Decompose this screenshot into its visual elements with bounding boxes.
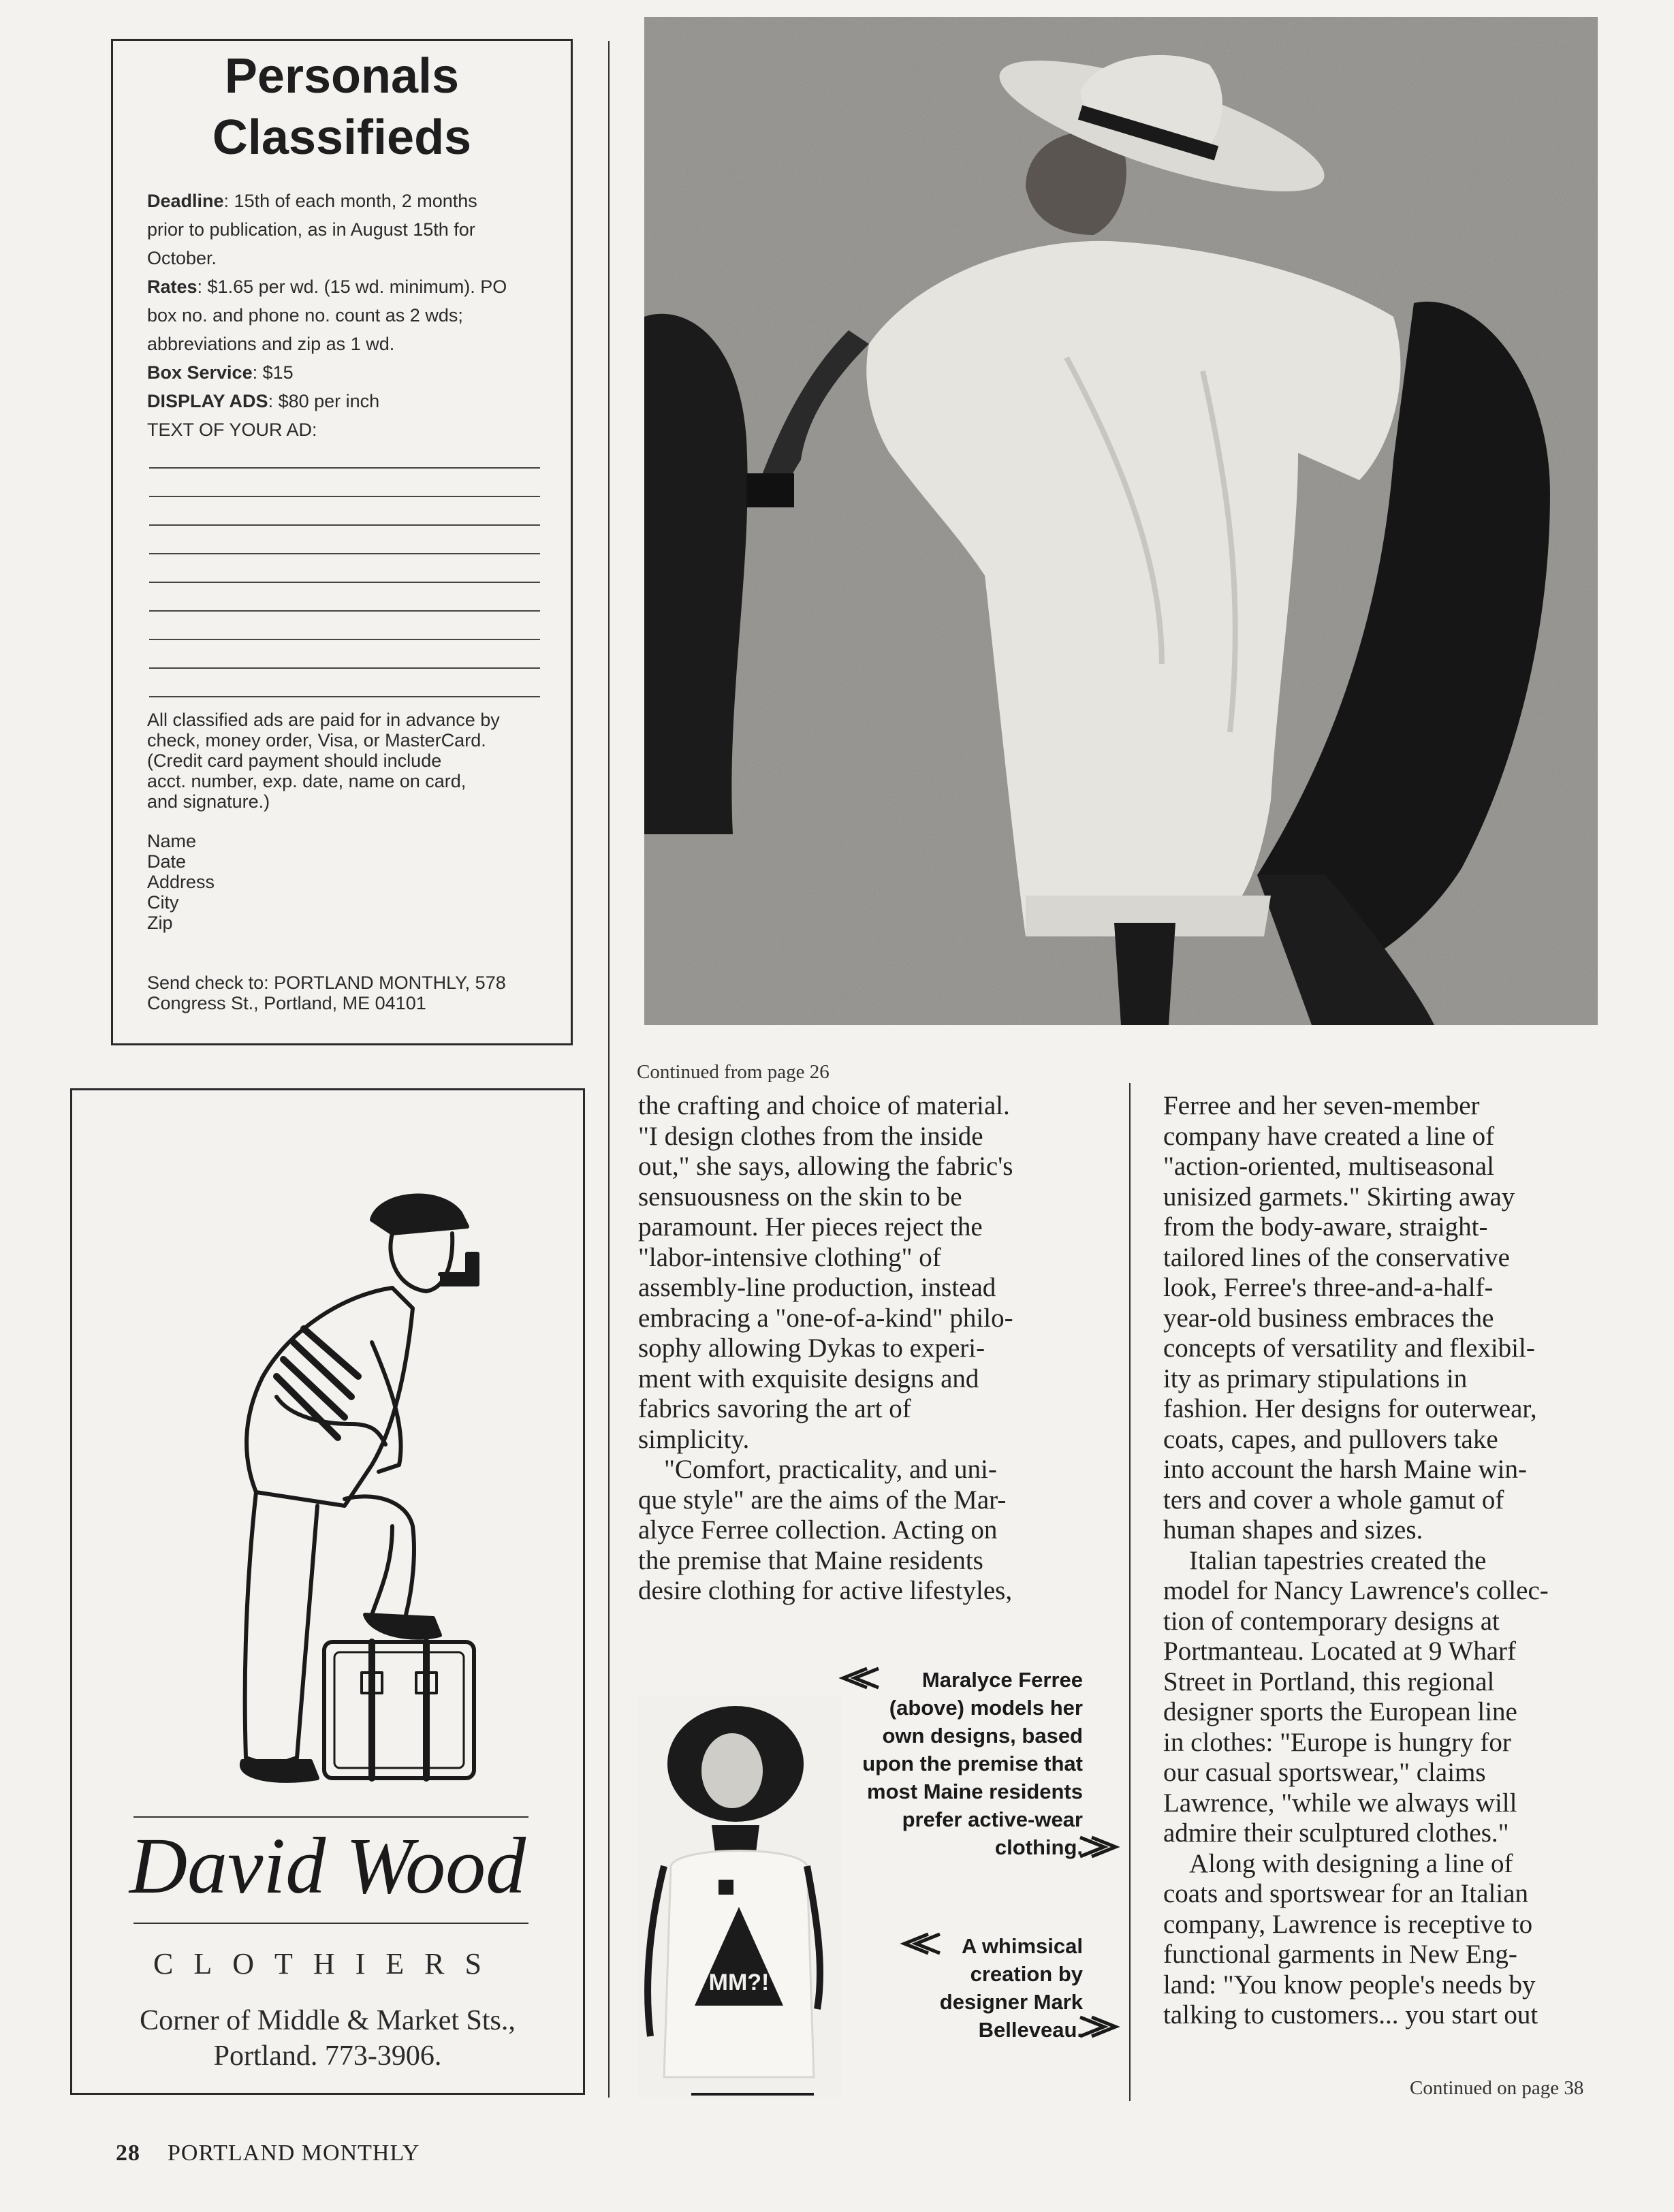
article-line: into account the harsh Maine win- <box>1163 1455 1527 1484</box>
ferree-photo <box>644 17 1598 1025</box>
column-rule-left <box>608 41 610 2098</box>
article-line: company have created a line of <box>1163 1121 1495 1151</box>
text-of-ad-label: TEXT OF YOUR AD: <box>147 420 317 440</box>
article-line: ity as primary stipulations in <box>1163 1363 1468 1393</box>
field-city-label: City <box>147 892 179 913</box>
rates-line-3: abbreviations and zip as 1 wd. <box>147 334 395 354</box>
article-line: coats and sportswear for an Italian <box>1163 1879 1529 1908</box>
article-line: "Comfort, practicality, and uni- <box>664 1455 997 1484</box>
article-line: year-old business embraces the <box>1163 1303 1494 1333</box>
ad-text-line[interactable] <box>149 553 540 554</box>
classifieds-box <box>111 39 573 1045</box>
article-line: desire clothing for active lifestyles, <box>638 1576 1013 1605</box>
article-line: que style" are the aims of the Mar- <box>638 1485 1007 1515</box>
display-ads-label: DISPLAY ADS <box>147 391 268 411</box>
article-line: admire their sculptured clothes." <box>1163 1818 1509 1848</box>
field-zip-label: Zip <box>147 913 173 933</box>
article-line: simplicity. <box>638 1424 750 1454</box>
send-line: Send check to: PORTLAND MONTHLY, 578 <box>147 973 506 993</box>
deadline-line-2: prior to publication, as in August 15th for <box>147 219 475 240</box>
box-service-label: Box Service <box>147 362 253 383</box>
payment-line: All classified ads are paid for in advance by <box>147 710 500 730</box>
ad-text-line[interactable] <box>149 496 540 497</box>
article-line: in clothes: "Europe is hungry for <box>1163 1727 1511 1757</box>
article-line: unisized garmets." Skirting away <box>1163 1182 1515 1212</box>
article-line: "I design clothes from the inside <box>638 1121 983 1151</box>
ad-bottom-rule <box>133 1923 528 1924</box>
ad-clothiers: CLOTHIERS <box>153 1947 502 1980</box>
deadline-label: Deadline <box>147 191 224 211</box>
gentleman-illustration <box>168 1172 481 1853</box>
caption-right-arrow-icon <box>1075 2014 1122 2039</box>
shirt-graphic-text: MM?! <box>708 1970 770 1995</box>
article-line: alyce Ferree collection. Acting on <box>638 1515 998 1545</box>
article-line: model for Nancy Lawrence's collec- <box>1163 1576 1549 1605</box>
article-line: fabrics savoring the art of <box>638 1394 911 1423</box>
article-line: fashion. Her designs for outerwear, <box>1163 1394 1537 1423</box>
ad-text-line[interactable] <box>149 582 540 583</box>
classifieds-terms <box>147 187 539 444</box>
continued-on: Continued on page 38 <box>1410 2077 1584 2099</box>
article-column-1 <box>638 1091 1013 1607</box>
article-line: paramount. Her pieces reject the <box>638 1212 983 1242</box>
page-footer <box>116 2140 420 2166</box>
article-line: Ferree and her seven-member <box>1163 1091 1480 1120</box>
article-line: land: "You know people's needs by <box>1163 1970 1536 2000</box>
ad-text-line[interactable] <box>149 639 540 640</box>
caption-line: creation by <box>970 1962 1083 1986</box>
publication-name: PORTLAND MONTHLY <box>168 2140 420 2166</box>
classifieds-title-line2: Classifieds <box>212 110 472 165</box>
order-fields <box>147 831 542 933</box>
david-wood-ad <box>70 1088 585 2095</box>
caption-line: A whimsical <box>961 1934 1083 1958</box>
article-line: tailored lines of the conservative <box>1163 1242 1510 1272</box>
box-service-line <box>147 358 539 387</box>
article-line: human shapes and sizes. <box>1163 1515 1423 1545</box>
article-line: designer sports the European line <box>1163 1697 1517 1726</box>
caption-left-arrow-icon <box>836 1666 884 1690</box>
article-line: Street in Portland, this regional <box>1163 1666 1495 1696</box>
send-check-note <box>147 973 542 1013</box>
rates-line-2: box no. and phone no. count as 2 wds; <box>147 305 463 326</box>
field-address-label: Address <box>147 872 215 892</box>
article-line: functional garments in New Eng- <box>1163 1940 1517 1969</box>
article-line: ment with exquisite designs and <box>638 1363 979 1393</box>
article-line: concepts of versatility and flexibil- <box>1163 1333 1535 1363</box>
article-line: look, Ferree's three-and-a-half- <box>1163 1273 1494 1302</box>
caption-line: most Maine residents <box>867 1780 1083 1803</box>
article-line: "labor-intensive clothing" of <box>638 1242 941 1272</box>
deadline-line <box>147 187 539 215</box>
field-date-label: Date <box>147 851 187 872</box>
caption-line: prefer active-wear <box>902 1807 1083 1831</box>
ad-address-line-1: Corner of Middle & Market Sts., <box>140 2005 516 2036</box>
rates-label: Rates <box>147 276 198 297</box>
article-line: company, Lawrence is receptive to <box>1163 1909 1533 1939</box>
payment-note <box>147 710 542 812</box>
ad-address-line-2: Portland. 773-3906. <box>213 2040 442 2072</box>
field-name-label: Name <box>147 831 197 851</box>
caption-line: upon the premise that <box>862 1752 1083 1775</box>
article-line: Portmanteau. Located at 9 Wharf <box>1163 1637 1516 1666</box>
article-line: the premise that Maine residents <box>638 1545 983 1575</box>
payment-line: acct. number, exp. date, name on card, <box>147 771 467 791</box>
article-line: our casual sportswear," claims <box>1163 1758 1486 1787</box>
article-line: "action-oriented, multiseasonal <box>1163 1152 1494 1181</box>
article-line: the crafting and choice of material. <box>638 1091 1010 1120</box>
caption-line: (above) models her <box>889 1696 1083 1720</box>
article-line: Along with designing a line of <box>1189 1848 1513 1878</box>
article-line: sophy allowing Dykas to experi- <box>638 1333 985 1363</box>
display-ads-value: : $80 per inch <box>268 391 380 411</box>
article-line: talking to customers... you start out <box>1163 2000 1538 2029</box>
caption-line: Maralyce Ferree <box>921 1668 1083 1692</box>
page-number: 28 <box>116 2140 140 2166</box>
article-line: out," she says, allowing the fabric's <box>638 1152 1013 1181</box>
ad-text-line[interactable] <box>149 696 540 697</box>
continued-from: Continued from page 26 <box>637 1061 830 1083</box>
caption-line: clothing. <box>994 1835 1083 1859</box>
article-line: Italian tapestries created the <box>1189 1545 1487 1575</box>
box-service-value: : $15 <box>252 362 294 383</box>
article-line: coats, capes, and pullovers take <box>1163 1424 1498 1454</box>
payment-line: check, money order, Visa, or MasterCard. <box>147 730 486 750</box>
deadline-text: : 15th of each month, 2 months <box>223 191 477 211</box>
payment-line: and signature.) <box>147 791 270 812</box>
classifieds-title-line1: Personals <box>224 49 460 104</box>
article-line: tion of contemporary designs at <box>1163 1606 1500 1636</box>
ad-brand-name: David Wood <box>129 1821 526 1910</box>
article-line: ters and cover a whole gamut of <box>1163 1485 1504 1515</box>
ad-text-line[interactable] <box>149 667 540 669</box>
caption-right-arrow-icon <box>1075 1835 1122 1859</box>
rates-text: : $1.65 per wd. (15 wd. minimum). PO <box>197 276 507 297</box>
deadline-line-3: October. <box>147 248 217 268</box>
caption-ferree <box>770 1666 1083 1861</box>
ad-text-line[interactable] <box>149 524 540 526</box>
caption-line: Belleveau. <box>978 2018 1083 2042</box>
article-line: embracing a "one-of-a-kind" philo- <box>638 1303 1013 1333</box>
rates-line <box>147 272 539 301</box>
send-line: Congress St., Portland, ME 04101 <box>147 993 426 1013</box>
ad-text-line[interactable] <box>149 467 540 469</box>
display-ads-line <box>147 387 539 415</box>
ad-address <box>72 2003 583 2074</box>
article-line: assembly-line production, instead <box>638 1273 996 1302</box>
article-line: Lawrence, "while we always will <box>1163 1788 1517 1818</box>
payment-line: (Credit card payment should include <box>147 750 442 771</box>
article-line: sensuousness on the skin to be <box>638 1182 962 1212</box>
article-column-2 <box>1163 1091 1549 2031</box>
column-rule-right <box>1129 1083 1131 2101</box>
article-line: from the body-aware, straight- <box>1163 1212 1488 1242</box>
caption-line: own designs, based <box>882 1724 1083 1748</box>
caption-left-arrow-icon <box>898 1931 945 1956</box>
ad-text-line[interactable] <box>149 610 540 612</box>
caption-line: designer Mark <box>939 1990 1083 2014</box>
ad-top-rule <box>133 1816 528 1818</box>
